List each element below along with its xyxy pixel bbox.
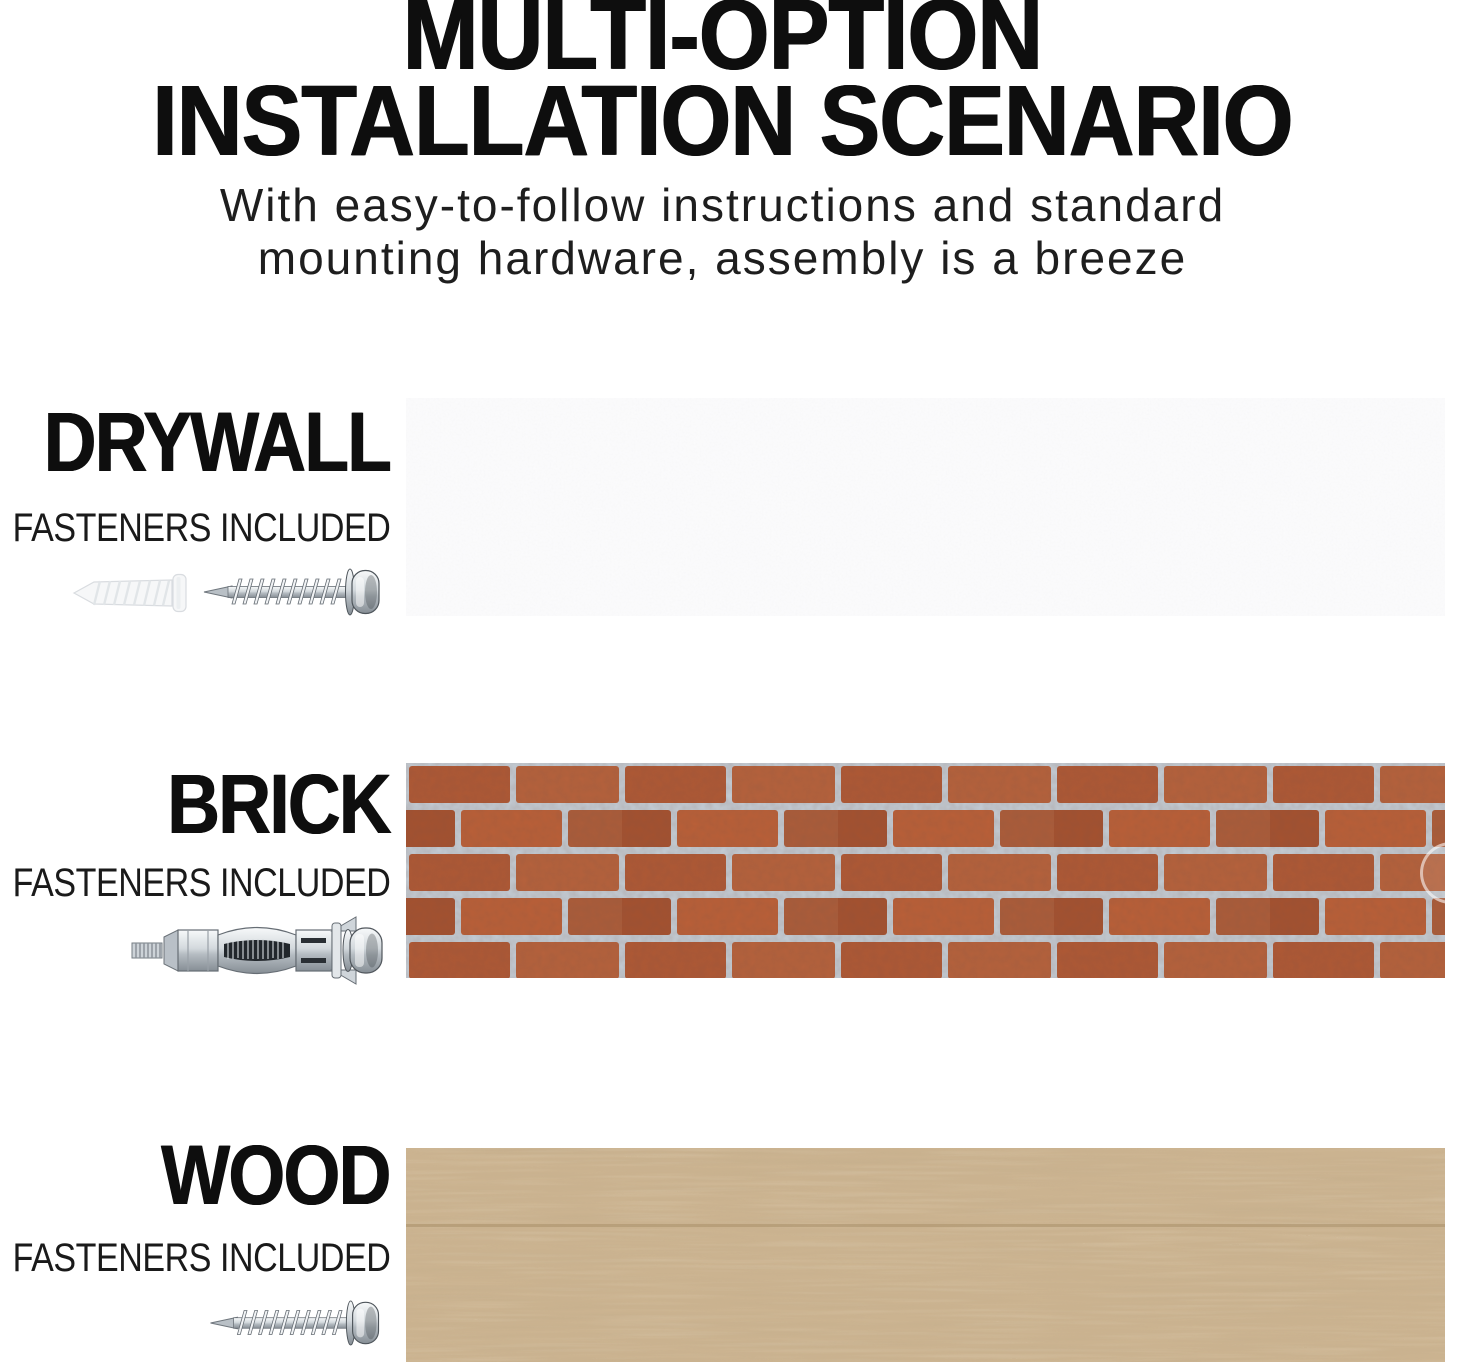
wood-texture-strip bbox=[406, 1148, 1445, 1362]
page-title bbox=[65, 0, 1380, 177]
page-subtitle-line2: mounting hardware, assembly is a breeze bbox=[257, 232, 1188, 284]
page-title-line2: INSTALLATION SCENARIO bbox=[152, 65, 1293, 177]
section-label-wood: WOOD bbox=[161, 1128, 390, 1222]
fasteners-note-wood: FASTENERS INCLUDED bbox=[12, 1236, 390, 1280]
hollow-wall-anchor-icon bbox=[130, 915, 384, 986]
chevron-right-icon: › bbox=[1444, 851, 1458, 895]
fasteners-note-drywall: FASTENERS INCLUDED bbox=[12, 506, 390, 550]
carousel-next-icon[interactable] bbox=[1420, 842, 1482, 904]
brick-texture-strip bbox=[406, 763, 1445, 978]
page-subtitle bbox=[0, 179, 1445, 285]
screw-icon bbox=[208, 1299, 382, 1347]
fasteners-note-brick: FASTENERS INCLUDED bbox=[12, 861, 390, 905]
plastic-anchor-icon bbox=[72, 573, 200, 613]
drywall-texture-strip bbox=[406, 398, 1445, 616]
page-title-line1: MULTI-OPTION bbox=[402, 0, 1043, 91]
section-label-brick: BRICK bbox=[167, 757, 390, 851]
page-subtitle-line1: With easy-to-follow instructions and standard bbox=[219, 179, 1226, 231]
section-label-drywall: DRYWALL bbox=[43, 395, 390, 489]
screw-icon bbox=[202, 567, 382, 617]
